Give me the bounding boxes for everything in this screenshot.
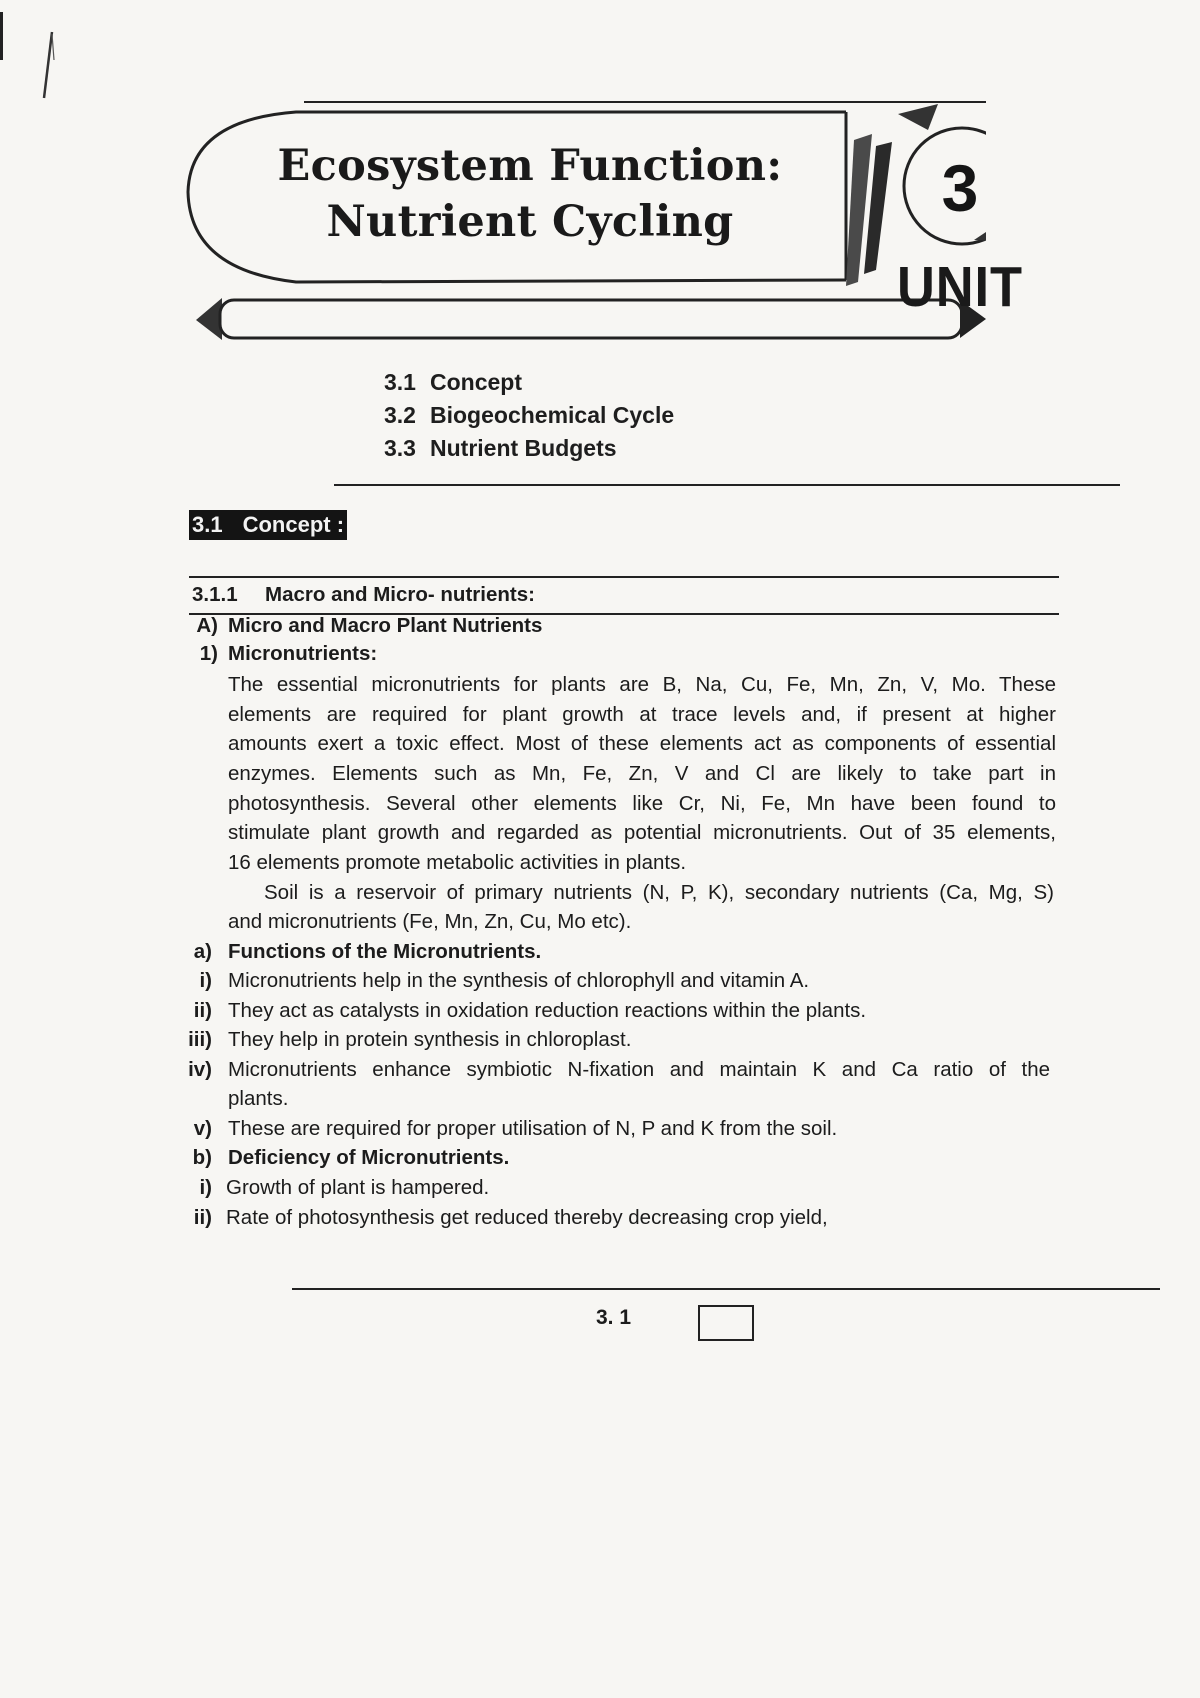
contents-item-number: 3.1	[384, 369, 416, 395]
list-item: They help in protein synthesis in chloroplast.	[228, 1028, 632, 1051]
pen-mark	[40, 30, 58, 100]
deficiency-label: b)	[192, 1146, 212, 1169]
contents-item	[384, 366, 674, 399]
contents-item	[384, 399, 674, 432]
page-box	[698, 1305, 754, 1341]
contents-item	[384, 432, 674, 465]
functions-heading: Functions of the Micronutrients.	[228, 940, 542, 963]
list-item-label: v)	[193, 1117, 212, 1140]
list-item: Micronutrients help in the synthesis of chlorophyll and vitamin A.	[228, 969, 810, 992]
contents-list	[384, 366, 674, 465]
functions-label: a)	[193, 940, 212, 963]
list-item-label: ii)	[193, 1206, 212, 1229]
list-item: Micronutrients enhance symbiotic N-fixation and maintain K and Ca ratio of the	[228, 1058, 1050, 1081]
heading-1-text: Micronutrients:	[228, 642, 378, 665]
contents-item-label: Concept	[430, 369, 522, 395]
contents-item-label: Biogeochemical Cycle	[430, 402, 675, 428]
contents-item-label: Nutrient Budgets	[430, 435, 617, 461]
unit-label: UNIT	[896, 255, 1024, 319]
contents-item-number: 3.3	[384, 435, 416, 461]
list-item: They act as catalysts in oxidation reduction reactions within the plants.	[228, 999, 867, 1022]
paragraph-line: Soil is a reservoir of primary nutrients (N, P, K), secondary nutrients (Ca, Mg, S)	[264, 881, 1054, 904]
contents-item-number: 3.2	[384, 402, 416, 428]
paragraph-line: The essential micronutrients for plants are B, Na, Cu, Fe, Mn, Zn, V, Mo. These	[228, 673, 1056, 696]
paragraph-line: and micronutrients (Fe, Mn, Zn, Cu, Mo etc).	[228, 910, 632, 933]
subsection-number: 3.1.1	[192, 583, 238, 606]
scan-edge-mark	[0, 12, 3, 60]
heading-1-label: 1)	[199, 642, 218, 665]
unit-title-line1: Ecosystem Function:	[277, 141, 783, 191]
contents-divider	[334, 484, 1120, 486]
deficiency-heading: Deficiency of Micronutrients.	[228, 1146, 510, 1169]
footer-rule	[292, 1288, 1160, 1290]
section-title: Concept :	[242, 512, 345, 537]
paragraph-line: enzymes. Elements such as Mn, Fe, Zn, V and Cl are likely to take part in	[228, 762, 1056, 785]
list-item-label: i)	[199, 969, 212, 992]
list-item-label: iv)	[188, 1058, 212, 1081]
list-item: These are required for proper utilisation of N, P and K from the soil.	[228, 1117, 838, 1140]
unit-number: 3	[941, 151, 979, 225]
paragraph-line: 16 elements promote metabolic activities in plants.	[228, 851, 687, 874]
list-item-continuation: plants.	[228, 1087, 289, 1110]
section-heading	[189, 510, 347, 540]
page-number: 3. 1	[596, 1306, 632, 1329]
list-item: Growth of plant is hampered.	[226, 1176, 490, 1199]
subsection-rule-top	[189, 576, 1059, 578]
section-number: 3.1	[192, 512, 223, 537]
paragraph-line: photosynthesis. Several other elements like Cr, Ni, Fe, Mn have been found to	[228, 792, 1056, 815]
unit-title	[240, 138, 820, 250]
subsection-title: Macro and Micro- nutrients:	[265, 583, 535, 606]
list-item-label: iii)	[188, 1028, 212, 1051]
list-item: Rate of photosynthesis get reduced thereby decreasing crop yield,	[226, 1206, 828, 1229]
heading-a-label: A)	[196, 614, 218, 637]
paragraph-line: elements are required for plant growth at trace levels and, if present at higher	[228, 703, 1056, 726]
unit-title-line2: Nutrient Cycling	[326, 197, 734, 247]
paragraph-line: amounts exert a toxic effect. Most of these elements act as components of essential	[228, 732, 1056, 755]
paragraph-line: stimulate plant growth and regarded as potential micronutrients. Out of 35 elements,	[228, 821, 1056, 844]
subsection-heading	[192, 580, 535, 610]
heading-a-text: Micro and Macro Plant Nutrients	[228, 614, 543, 637]
list-item-label: i)	[199, 1176, 212, 1199]
list-item-label: ii)	[193, 999, 212, 1022]
